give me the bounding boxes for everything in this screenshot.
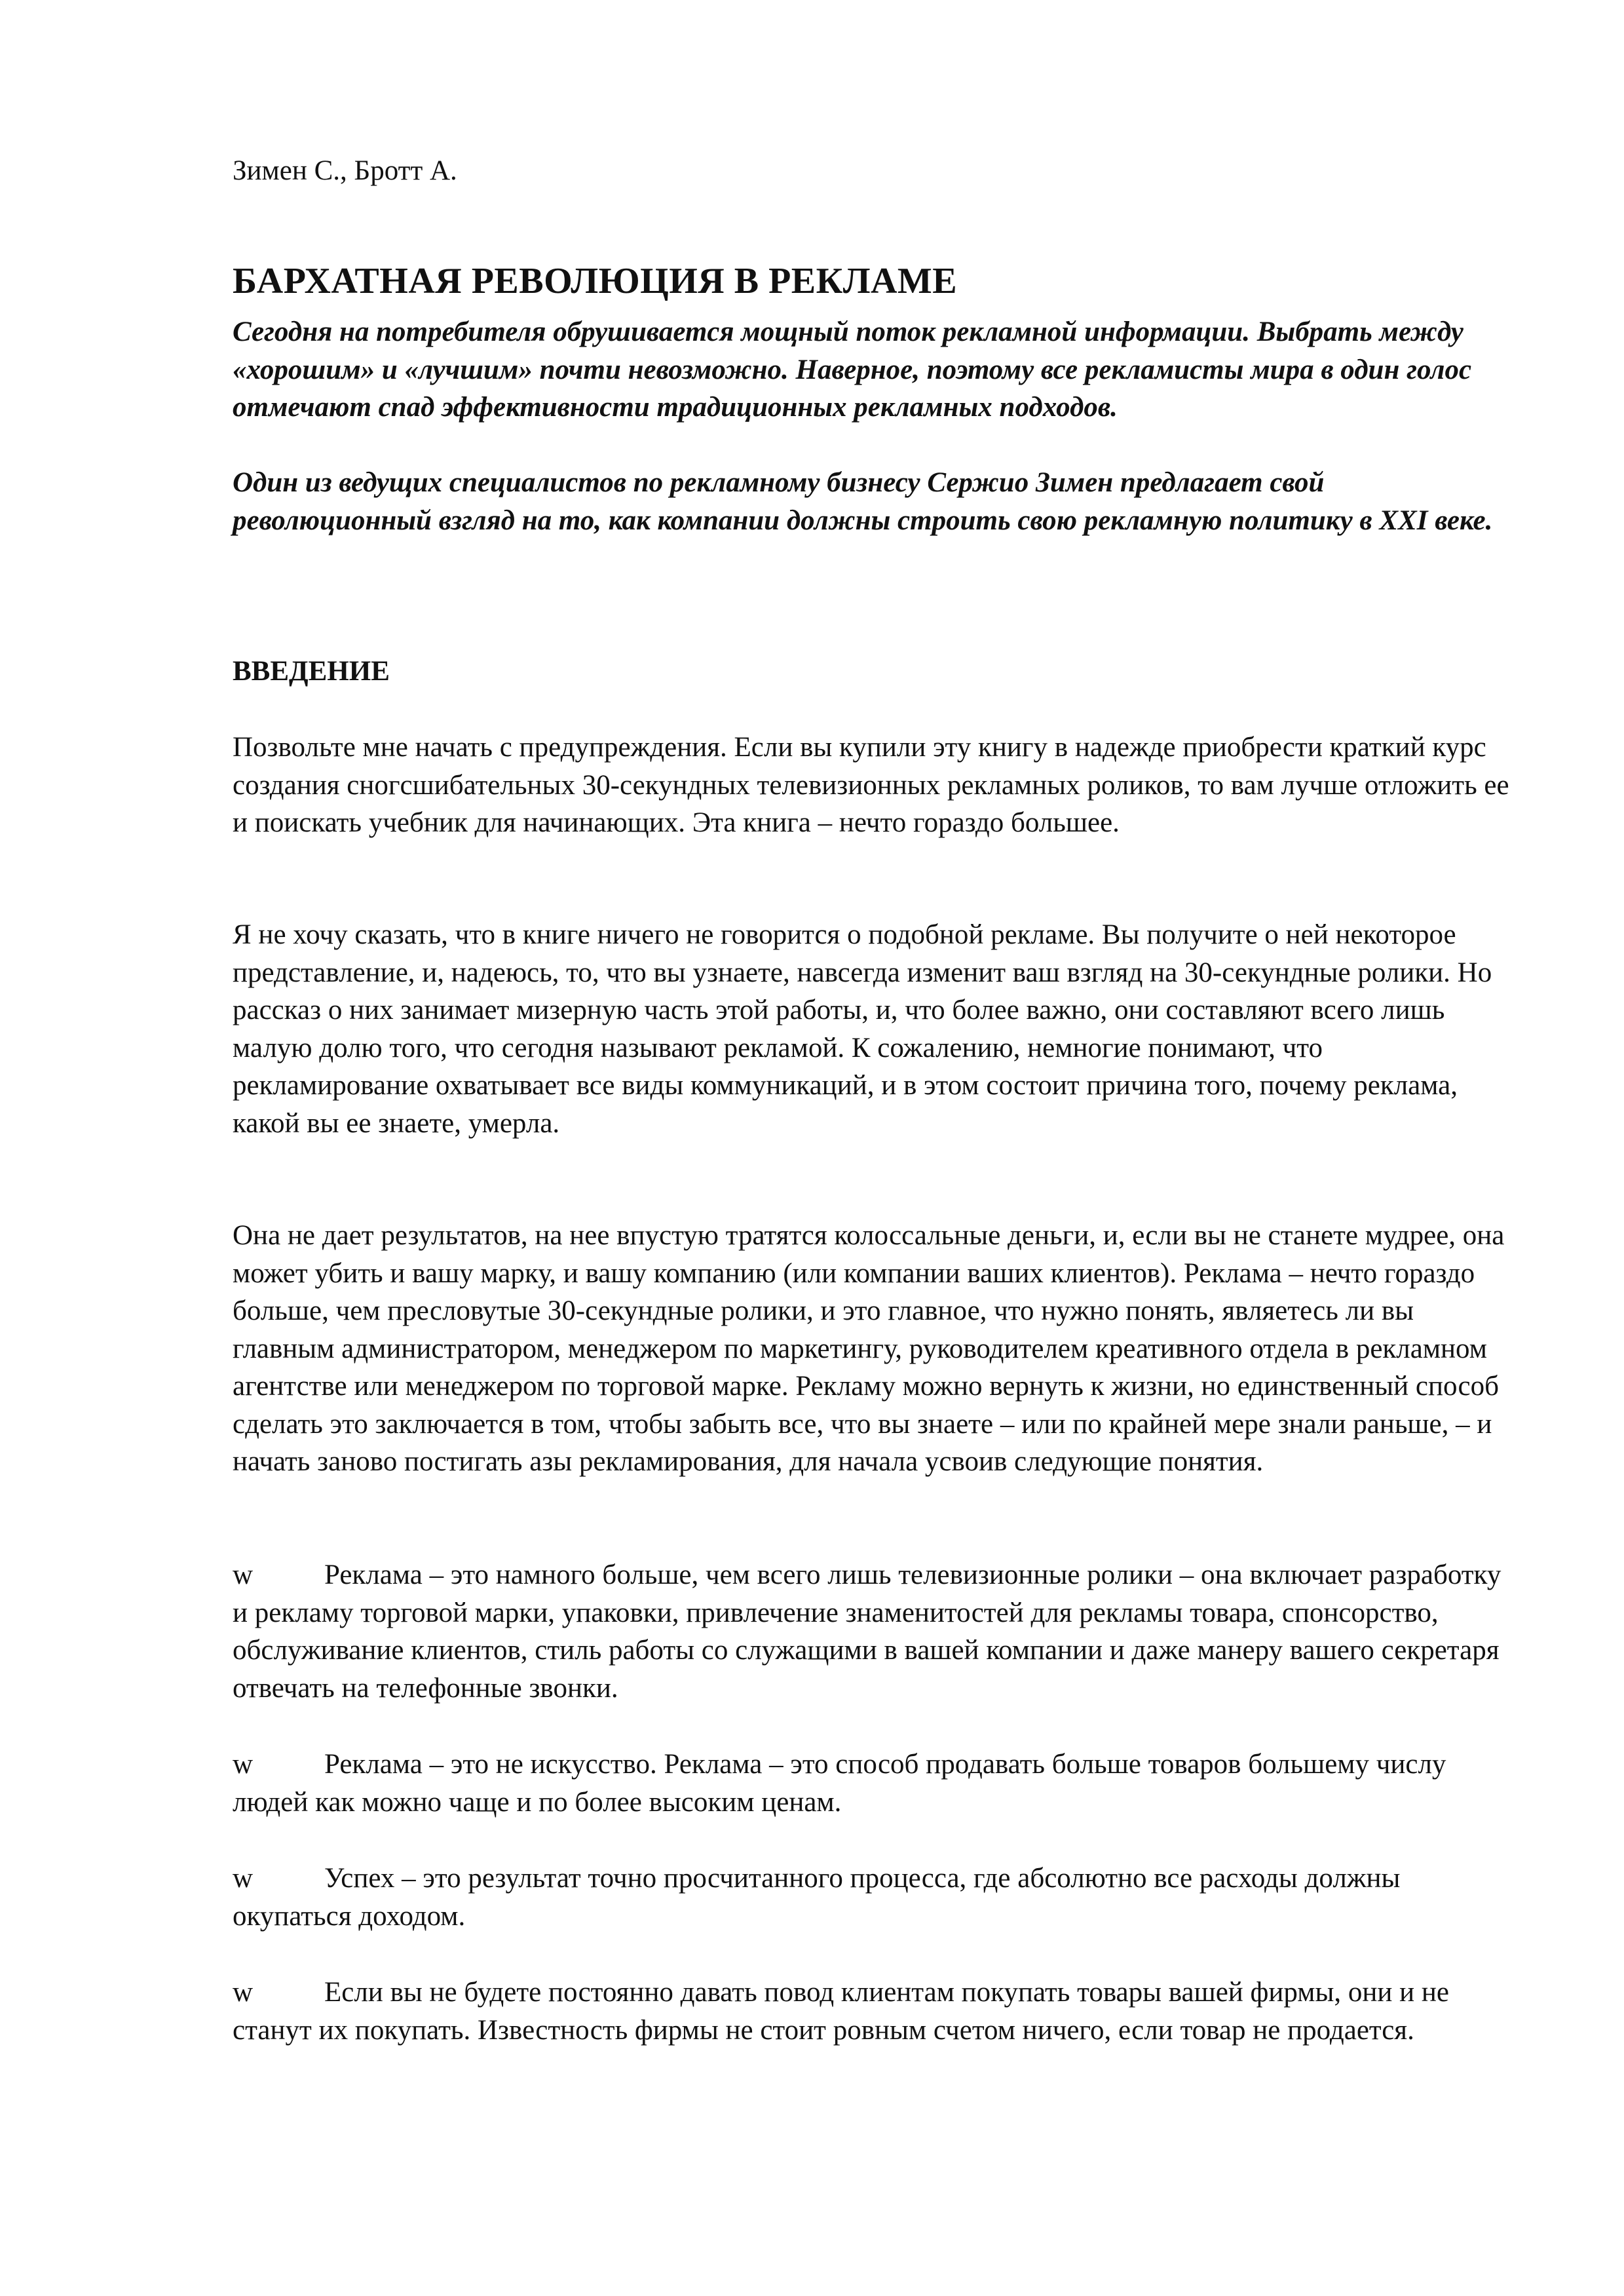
body-paragraph: Позвольте мне начать с предупреждения. Если вы купили эту книгу в надежде приобрести краткий курс создания сногсшибательных 30-секундных телевизионных рекламных роликов, то вам лучше отложить ее и поискать учебник для начинающих. Эта книга – нечто гораздо большее. bbox=[233, 732, 1509, 838]
body-paragraph: Я не хочу сказать, что в книге ничего не говорится о подобной рекламе. Вы получите о ней некоторое представление, и, надеюсь, то, что вы узнаете, навсегда изменит ваш взгляд на 30-секундные ролики. Но рассказ о них занимает мизерную часть этой работы, и, что более важно, они составляют всего лишь малую долю того, что сегодня называют рекламой. К сожалению, немногие понимают, что рекламирование охватывает все виды коммуникаций, и в этом состоит причина того, почему реклама, какой вы ее знаете, умерла. bbox=[233, 919, 1492, 1139]
bullet-marker: w bbox=[233, 1977, 254, 2008]
authors-line: Зимен С., Бротт А. bbox=[233, 155, 457, 186]
bullet-text: Если вы не будете постоянно давать повод клиентам покупать товары вашей фирмы, они и не станут их покупать. Известность фирмы не стоит ровным счетом ничего, если товар не продается. bbox=[233, 1977, 1450, 2046]
bullet-marker: w bbox=[233, 1559, 254, 1590]
section-heading: ВВЕДЕНИЕ bbox=[233, 656, 390, 687]
bullet-item bbox=[233, 1746, 1517, 1821]
bullet-item bbox=[233, 1556, 1517, 1707]
bullet-text: Реклама – это не искусство. Реклама – это способ продавать больше товаров большему числу людей как можно чаще и по более высоким ценам. bbox=[233, 1749, 1446, 1818]
bullet-item bbox=[233, 1974, 1517, 2049]
body-paragraph: Она не дает результатов, на нее впустую тратятся колоссальные деньги, и, если вы не станете мудрее, она может убить и вашу марку, и вашу компанию (или компании ваших клиентов). Реклама – нечто гораздо больше, чем пресловутые 30-секундные ролики, и это главное, что нужно понять, являетесь ли вы главным администратором, менеджером по маркетингу, руководителем креативного отдела в рекламном агентстве или менеджером по торговой марке. Рекламу можно вернуть к жизни, но единственный способ сделать это заключается в том, чтобы забыть все, что вы знаете – или по крайней мере знали раньше, – и начать заново постигать азы рекламирования, для начала усвоив следующие понятия. bbox=[233, 1220, 1505, 1477]
bullet-text: Реклама – это намного больше, чем всего лишь телевизионные ролики – она включает разработку и рекламу торговой марки, упаковки, привлечение знаменитостей для рекламы товара, спонсорство, обслуживание клиентов, стиль работы со служащими в вашей компании и даже манеру вашего секретаря отвечать на телефонные звонки. bbox=[233, 1559, 1501, 1704]
lead-paragraph: Сегодня на потребителя обрушивается мощный поток рекламной информации. Выбрать между «хорошим» и «лучшим» почти невозможно. Наверное, поэтому все рекламисты мира в один голос отмечают спад эффективности традиционных рекламных подходов. bbox=[233, 316, 1472, 423]
page-title: БАРХАТНАЯ РЕВОЛЮЦИЯ В РЕКЛАМЕ bbox=[233, 261, 958, 301]
bullet-marker: w bbox=[233, 1749, 254, 1780]
bullet-marker: w bbox=[233, 1863, 254, 1894]
bullet-text: Успех – это результат точно просчитанного процесса, где абсолютно все расходы должны окупаться доходом. bbox=[233, 1863, 1401, 1932]
bullet-item bbox=[233, 1860, 1517, 1935]
lead-paragraph: Один из ведущих специалистов по рекламному бизнесу Сержио Зимен предлагает свой революционный взгляд на то, как компании должны строить свою рекламную политику в XXI веке. bbox=[233, 467, 1493, 536]
